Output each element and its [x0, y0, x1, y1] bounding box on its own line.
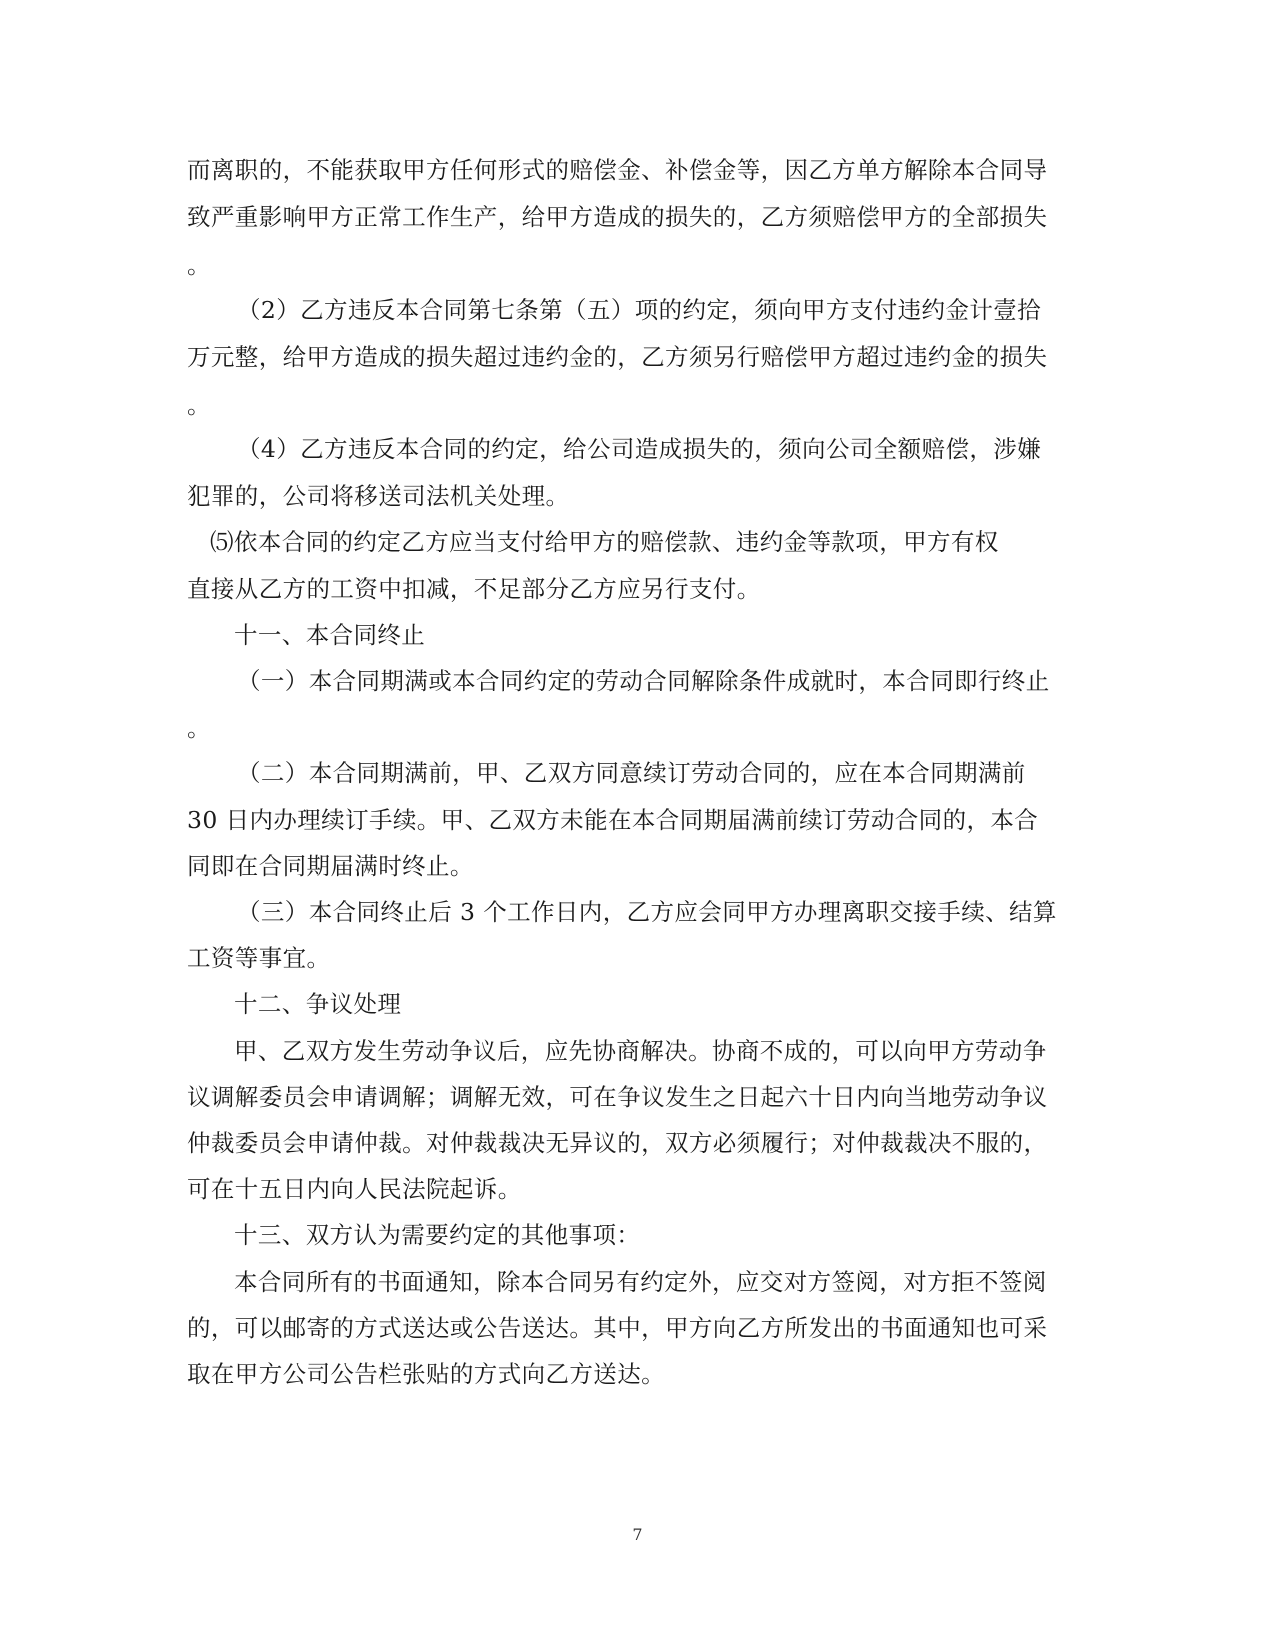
- text-line: 甲、乙双方发生劳动争议后，应先协商解决。协商不成的，可以向甲方劳动争: [234, 1037, 1047, 1065]
- text-line: 仲裁委员会申请仲裁。对仲裁裁决无异议的，双方必须履行；对仲裁裁决不服的，: [187, 1129, 1048, 1157]
- text-line: 工资等事宜。: [187, 944, 331, 972]
- text-line: 的，可以邮寄的方式送达或公告送达。其中，甲方向乙方所发出的书面通知也可采: [187, 1314, 1048, 1342]
- text-line: （4）乙方违反本合同的约定，给公司造成损失的，须向公司全额赔偿，涉嫌: [237, 435, 1042, 463]
- text-line: （三）本合同终止后 3 个工作日内，乙方应会同甲方办理离职交接手续、结算: [237, 898, 1057, 926]
- text-line: （二）本合同期满前，甲、乙双方同意续订劳动合同的，应在本合同期满前: [237, 759, 1026, 787]
- section-heading: 十三、双方认为需要约定的其他事项：: [234, 1221, 641, 1249]
- page-number: 7: [632, 1525, 643, 1544]
- text-line: 30 日内办理续订手续。甲、乙双方未能在本合同期届满前续订劳动合同的，本合: [187, 806, 1039, 834]
- text-line: ⑸依本合同的约定乙方应当支付给甲方的赔偿款、违约金等款项，甲方有权: [210, 528, 999, 556]
- text-line: 本合同所有的书面通知，除本合同另有约定外，应交对方签阅，对方拒不签阅: [234, 1268, 1047, 1296]
- text-line: （2）乙方违反本合同第七条第（五）项的约定，须向甲方支付违约金计壹拾: [237, 296, 1042, 324]
- text-line: 。: [187, 391, 211, 419]
- text-line: 。: [187, 251, 211, 279]
- section-heading: 十二、争议处理: [234, 990, 402, 1018]
- text-line: 同即在合同期届满时终止。: [187, 852, 474, 880]
- text-line: 万元整，给甲方造成的损失超过违约金的，乙方须另行赔偿甲方超过违约金的损失: [187, 343, 1048, 371]
- text-line: 议调解委员会申请调解；调解无效，可在争议发生之日起六十日内向当地劳动争议: [187, 1083, 1048, 1111]
- text-line: 可在十五日内向人民法院起诉。: [187, 1175, 522, 1203]
- text-line: 直接从乙方的工资中扣减，不足部分乙方应另行支付。: [187, 575, 761, 603]
- text-line: 。: [187, 714, 211, 742]
- text-line: （一）本合同期满或本合同约定的劳动合同解除条件成就时，本合同即行终止: [237, 667, 1050, 695]
- text-line: 致严重影响甲方正常工作生产，给甲方造成的损失的，乙方须赔偿甲方的全部损失: [187, 203, 1048, 231]
- text-line: 取在甲方公司公告栏张贴的方式向乙方送达。: [187, 1360, 665, 1388]
- text-line: 而离职的，不能获取甲方任何形式的赔偿金、补偿金等，因乙方单方解除本合同导: [187, 156, 1048, 184]
- section-heading: 十一、本合同终止: [234, 621, 426, 649]
- text-line: 犯罪的，公司将移送司法机关处理。: [187, 482, 570, 510]
